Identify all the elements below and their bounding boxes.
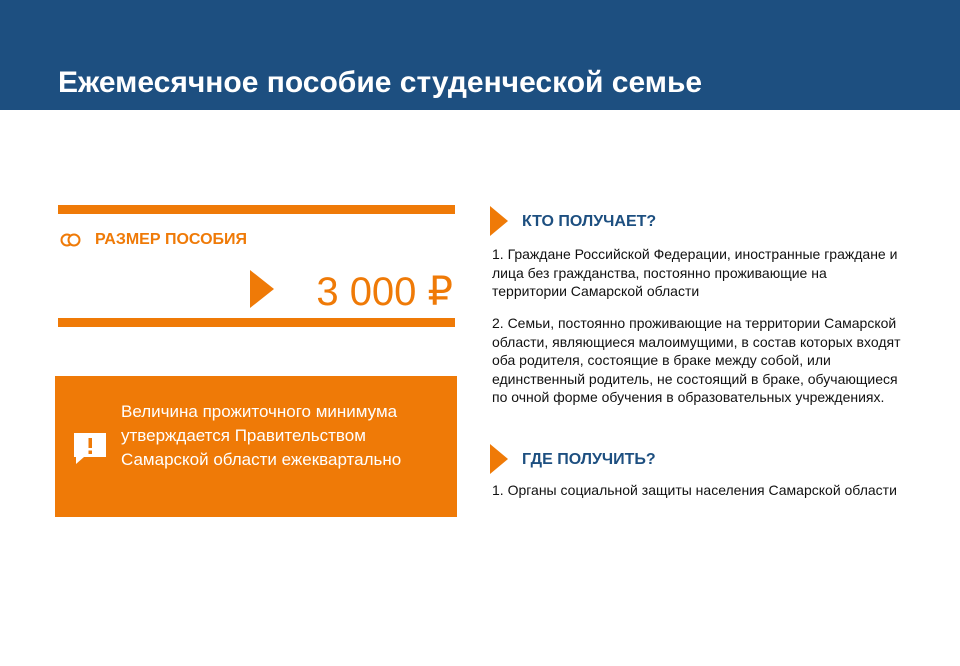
note-box	[55, 376, 457, 517]
who-section-title: КТО ПОЛУЧАЕТ?	[522, 213, 657, 230]
amount-value: 3 000 ₽	[316, 270, 453, 314]
amount-label: РАЗМЕР ПОСОБИЯ	[95, 231, 248, 248]
who-item-2: 2. Семьи, постоянно проживающие на территории Самарской области, являющиеся малоимущими, в состав которых входят оба родителя, состоящие в браке между собой, или единственный родитель, не состоящий в браке, обучающиеся по очной форме обучения в образовательных учреждениях.	[492, 315, 901, 405]
who-arrow-icon	[490, 206, 508, 236]
where-arrow-icon	[490, 444, 508, 474]
amount-arrow-icon	[250, 270, 274, 308]
exclamation-speech-bubble-icon	[72, 430, 108, 466]
who-item-1: 1. Граждане Российской Федерации, иностранные граждане и лица без гражданства, постоянно проживающие на территории Самарской области	[492, 246, 898, 299]
where-section-title: ГДЕ ПОЛУЧИТЬ?	[522, 451, 656, 468]
header-banner	[0, 0, 960, 110]
page-title: Ежемесячное пособие студенческой семье	[58, 66, 703, 99]
where-item-1: 1. Органы социальной защиты населения Самарской области	[492, 482, 897, 498]
amount-top-divider	[58, 205, 455, 214]
amount-bottom-divider	[58, 318, 455, 327]
note-text: Величина прожиточного минимума утверждается Правительством Самарской области ежеквартально	[121, 402, 402, 469]
coins-icon	[60, 232, 82, 248]
